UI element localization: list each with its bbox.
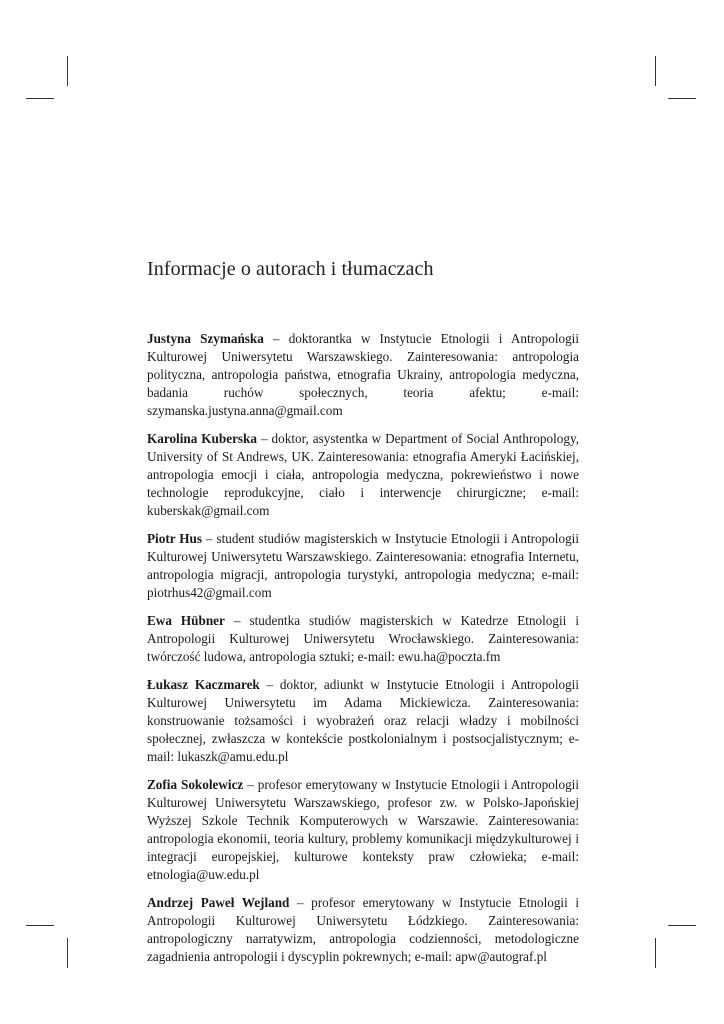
author-name: Łukasz Kaczmarek — [147, 677, 260, 692]
crop-mark-bottom-left-horizontal — [26, 925, 54, 926]
author-description: – doktor, adiunkt w Instytucie Etnologii i Antropologii Kulturowej Uniwersytetu im Adama Mickiewicza. Zainteresowania: konstruowanie tożsamości i wyobrażeń oraz relacji władzy i mobilności społecznej, zwłaszcza w kontekście postkolonialnym i postsocjalistycznym; e-mail: lukaszk@amu.edu.pl — [147, 677, 580, 764]
author-entry — [147, 612, 579, 666]
author-description: – doktor, asystentka w Department of Social Anthropology, University of St Andrews, UK. Zainteresowania: etnografia Ameryki Łacińskiej, antropologia emocji i ciała, antropologia medyczna, pokrewieństwo i nowe technologie reprodukcyjne, ciało i interwencje chirurgiczne; e-mail: kuberskak@gmail.com — [147, 431, 579, 518]
author-name: Andrzej Paweł Wejland — [147, 895, 290, 910]
author-name: Justyna Szymańska — [147, 331, 264, 346]
author-name: Ewa Hübner — [147, 613, 225, 628]
author-description: – student studiów magisterskich w Instytucie Etnologii i Antropologii Kulturowej Uniwersytetu Warszawskiego. Zainteresowania: etnografia Internetu, antropologia migracji, antropologia turystyki, antropologia medyczna; e-mail: piotrhus42@gmail.com — [147, 531, 579, 600]
author-name: Zofia Sokolewicz — [147, 777, 244, 792]
author-description: – profesor emerytowany w Instytucie Etnologii i Antropologii Kulturowej Uniwersytetu Łódzkiego. Zainteresowania: antropologiczny narratywizm, antropologia codzienności, metodologiczne zagadnienia antropologii i dyscyplin pokrewnych; e-mail: apw@autograf.pl — [147, 895, 579, 964]
author-description: – studentka studiów magisterskich w Katedrze Etnologii i Antropologii Kulturowej Uniwersytetu Wrocławskiego. Zainteresowania: twórczość ludowa, antropologia sztuki; e-mail: ewu.ha@poczta.fm — [147, 613, 579, 664]
crop-mark-bottom-right-horizontal — [668, 925, 696, 926]
author-description: – doktorantka w Instytucie Etnologii i Antropologii Kulturowej Uniwersytetu Warszawskiego. Zainteresowania: antropologia polityczna, antropologia państwa, etnografia Ukrainy, antropologia medyczna, badania ruchów społecznych, teoria afektu; e-mail: szymanska.justyna.anna@gmail.com — [147, 331, 579, 418]
author-entry — [147, 530, 579, 602]
author-name: Piotr Hus — [147, 531, 202, 546]
crop-mark-bottom-left-vertical — [67, 938, 68, 968]
author-entry — [147, 894, 579, 966]
author-description: – profesor emerytowany w Instytucie Etnologii i Antropologii Kulturowej Uniwersytetu Warszawskiego, profesor zw. w Polsko-Japońskiej Wyższej Szkole Technik Komputerowych w Warszawie. Zainteresowania: antropologia ekonomii, teoria kultury, problemy komunikacji międzykulturowej i integracji europejskiej, kulturowe konteksty praw człowieka; e-mail: etnologia@uw.edu.pl — [147, 777, 579, 882]
author-name: Karolina Kuberska — [147, 431, 257, 446]
author-list — [147, 330, 579, 976]
crop-mark-top-left-horizontal — [26, 98, 54, 99]
crop-mark-top-left-vertical — [67, 56, 68, 86]
author-entry — [147, 776, 579, 884]
crop-mark-top-right-vertical — [655, 56, 656, 86]
crop-mark-bottom-right-vertical — [655, 938, 656, 968]
author-entry — [147, 330, 579, 420]
crop-mark-top-right-horizontal — [668, 98, 696, 99]
page-title: Informacje o autorach i tłumaczach — [147, 258, 434, 280]
author-entry — [147, 676, 579, 766]
author-entry — [147, 430, 579, 520]
